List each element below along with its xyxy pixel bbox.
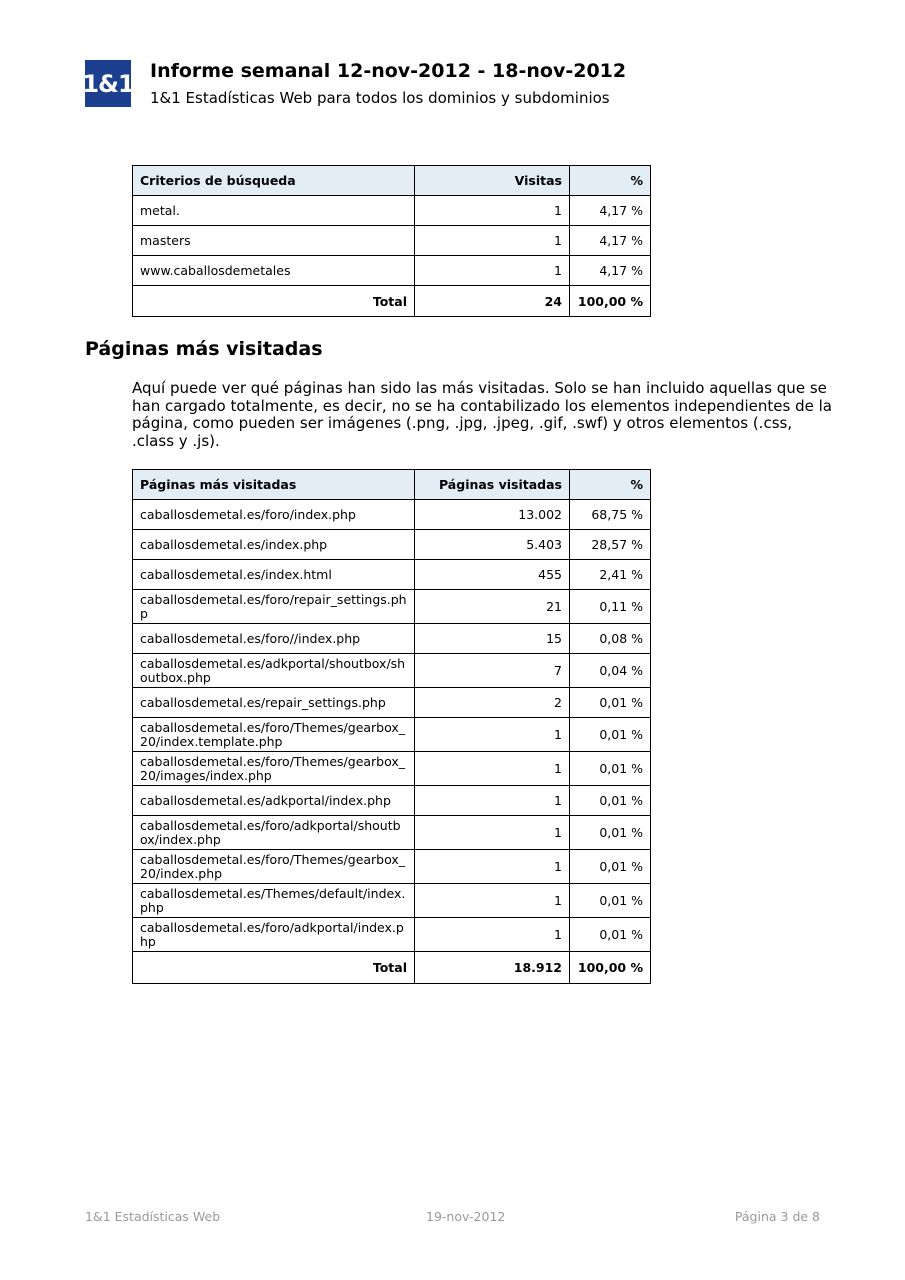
table-total-row [133,286,651,317]
page-cell: caballosdemetal.es/index.php [133,530,415,560]
percent-cell: 4,17 % [570,226,651,256]
search-term-cell: metal. [133,196,415,226]
views-cell: 2 [415,688,570,718]
page-cell: caballosdemetal.es/foro/index.php [133,500,415,530]
views-cell: 21 [415,590,570,624]
table-row [133,560,651,590]
table-row [133,500,651,530]
percent-cell: 0,01 % [570,884,651,918]
views-cell: 1 [415,850,570,884]
section-intro: Aquí puede ver qué páginas han sido las más visitadas. Solo se han incluido aquellas que se han cargado totalmente, es decir, no se ha contabilizado los elementos independientes de la página, como pueden ser imágenes (.png, .jpg, .jpeg, .gif, .swf) y otros elementos (.css, .class y .js). [132,379,832,450]
percent-cell: 0,01 % [570,786,651,816]
percent-cell: 4,17 % [570,256,651,286]
page-cell: caballosdemetal.es/foro//index.php [133,624,415,654]
page-cell: caballosdemetal.es/adkportal/shoutbox/shoutbox.php [133,654,415,688]
brand-logo: 1&1 [85,60,131,107]
search-criteria-table [132,165,651,317]
total-visits: 24 [415,286,570,317]
table-row [133,654,651,688]
page-cell: caballosdemetal.es/adkportal/index.php [133,786,415,816]
views-cell: 1 [415,718,570,752]
views-cell: 1 [415,752,570,786]
visits-cell: 1 [415,196,570,226]
visits-cell: 1 [415,256,570,286]
percent-cell: 0,01 % [570,752,651,786]
percent-cell: 2,41 % [570,560,651,590]
table-row [133,226,651,256]
page-cell: caballosdemetal.es/foro/Themes/gearbox_20/index.template.php [133,718,415,752]
table-row [133,256,651,286]
column-header-percent: % [570,166,651,196]
section-title: Páginas más visitadas [85,338,323,360]
footer-page-number: Página 3 de 8 [734,1209,820,1224]
total-percent: 100,00 % [570,286,651,317]
most-visited-pages-table [132,469,651,984]
page-cell: caballosdemetal.es/foro/Themes/gearbox_20/images/index.php [133,752,415,786]
table-row [133,884,651,918]
views-cell: 1 [415,884,570,918]
column-header-search-term: Criterios de búsqueda [133,166,415,196]
column-header-percent: % [570,470,651,500]
views-cell: 7 [415,654,570,688]
percent-cell: 0,01 % [570,918,651,952]
visits-cell: 1 [415,226,570,256]
table-row [133,718,651,752]
table-row [133,590,651,624]
views-cell: 1 [415,786,570,816]
percent-cell: 4,17 % [570,196,651,226]
page-cell: caballosdemetal.es/foro/Themes/gearbox_20/index.php [133,850,415,884]
column-header-page: Páginas más visitadas [133,470,415,500]
views-cell: 1 [415,816,570,850]
table-row [133,816,651,850]
report-subtitle: 1&1 Estadísticas Web para todos los dominios y subdominios [150,89,610,107]
total-label: Total [133,952,415,984]
page-cell: caballosdemetal.es/Themes/default/index.php [133,884,415,918]
search-term-cell: www.caballosdemetales [133,256,415,286]
footer-date: 19-nov-2012 [426,1209,506,1224]
footer-app-name: 1&1 Estadísticas Web [85,1209,221,1224]
views-cell: 15 [415,624,570,654]
percent-cell: 0,01 % [570,718,651,752]
table-row [133,786,651,816]
percent-cell: 0,11 % [570,590,651,624]
total-label: Total [133,286,415,317]
table-row [133,624,651,654]
percent-cell: 0,01 % [570,850,651,884]
table-header-row [133,470,651,500]
views-cell: 13.002 [415,500,570,530]
percent-cell: 0,01 % [570,688,651,718]
report-title: Informe semanal 12-nov-2012 - 18-nov-2012 [150,60,627,82]
table-header-row [133,166,651,196]
page-cell: caballosdemetal.es/foro/adkportal/shoutbox/index.php [133,816,415,850]
views-cell: 1 [415,918,570,952]
total-percent: 100,00 % [570,952,651,984]
total-views: 18.912 [415,952,570,984]
percent-cell: 0,04 % [570,654,651,688]
page-cell: caballosdemetal.es/repair_settings.php [133,688,415,718]
percent-cell: 68,75 % [570,500,651,530]
column-header-visits: Visitas [415,166,570,196]
table-row [133,752,651,786]
percent-cell: 0,08 % [570,624,651,654]
table-row [133,850,651,884]
page-cell: caballosdemetal.es/index.html [133,560,415,590]
table-total-row [133,952,651,984]
views-cell: 5.403 [415,530,570,560]
table-row [133,688,651,718]
search-term-cell: masters [133,226,415,256]
table-row [133,196,651,226]
column-header-page-views: Páginas visitadas [415,470,570,500]
page-cell: caballosdemetal.es/foro/repair_settings.php [133,590,415,624]
percent-cell: 28,57 % [570,530,651,560]
table-row [133,918,651,952]
table-row [133,530,651,560]
page-cell: caballosdemetal.es/foro/adkportal/index.php [133,918,415,952]
percent-cell: 0,01 % [570,816,651,850]
views-cell: 455 [415,560,570,590]
